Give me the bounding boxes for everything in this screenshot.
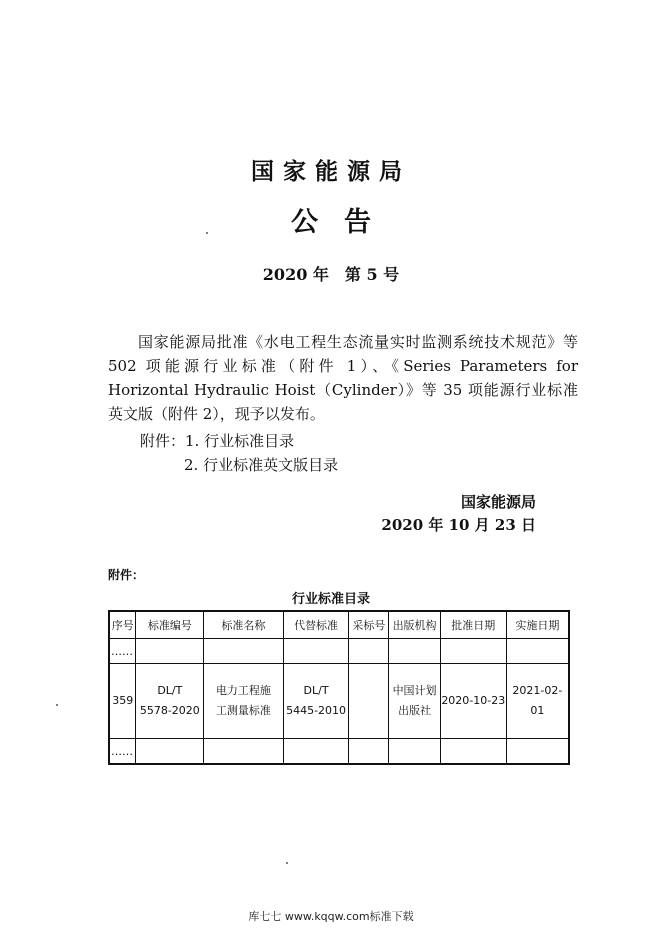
cell-publisher-line2: 出版社 [398, 704, 432, 717]
cell-replace-line2: 5445-2010 [286, 704, 347, 717]
col-header-std-name: 标准名称 [204, 611, 283, 639]
standards-table [108, 610, 570, 765]
cell-effective-date: 2021-02-01 [506, 664, 569, 739]
announcement-paragraph: 国家能源局批准《水电工程生态流量实时监测系统技术规范》等 502 项能源行业标准（附件 1）、《Series Parameters for Horizontal Hydraulic Hoist（Cylinder）》等 35 项能源行业标准英文版（附件 2），现予以发布。 [108, 333, 578, 423]
attachment-item-1: 附件：1. 行业标准目录 [140, 432, 295, 450]
scan-speck [286, 862, 288, 864]
cell-std-name-line1: 电力工程施 [215, 684, 271, 697]
signature-date: 2020 年 10 月 23 日 [381, 516, 536, 534]
doc-type-title: 公告 [291, 207, 397, 238]
cell-std-no-line2: 5578-2020 [139, 704, 200, 717]
col-header-adopt: 采标号 [349, 611, 389, 639]
ellipsis-cell: …… [109, 739, 136, 765]
scan-speck [206, 232, 208, 234]
agency-title: 国家能源局 [251, 159, 411, 185]
doc-number: 2020 年 第 5 号 [262, 265, 400, 284]
scan-speck [56, 704, 58, 706]
table-title: 行业标准目录 [291, 592, 370, 607]
footer-watermark: 库七七 www.kqqw.com标准下载 [248, 910, 414, 923]
table-header-row [109, 611, 569, 639]
cell-publisher [389, 664, 441, 739]
cell-std-name-line2: 工测量标准 [215, 704, 271, 717]
table-row-ellipsis [109, 639, 569, 664]
col-header-seq: 序号 [109, 611, 136, 639]
cell-replace-line1: DL/T [303, 684, 329, 697]
col-header-publisher: 出版机构 [389, 611, 441, 639]
cell-publisher-line1: 中国计划 [392, 684, 437, 697]
signature-org: 国家能源局 [460, 493, 536, 511]
annex-label: 附件： [108, 568, 145, 582]
cell-seq: 359 [109, 664, 136, 739]
col-header-std-no: 标准编号 [136, 611, 204, 639]
ellipsis-cell: …… [109, 639, 136, 664]
col-header-replace: 代替标准 [283, 611, 349, 639]
col-header-approve-date: 批准日期 [440, 611, 506, 639]
col-header-effective-date: 实施日期 [506, 611, 569, 639]
cell-std-no [136, 664, 204, 739]
table-row [109, 664, 569, 739]
cell-adopt [349, 664, 389, 739]
cell-std-no-line1: DL/T [157, 684, 183, 697]
attachment-item-2: 2. 行业标准英文版目录 [184, 456, 339, 474]
table-row-ellipsis [109, 739, 569, 765]
cell-replace [283, 664, 349, 739]
cell-approve-date: 2020-10-23 [440, 664, 506, 739]
cell-std-name [204, 664, 283, 739]
